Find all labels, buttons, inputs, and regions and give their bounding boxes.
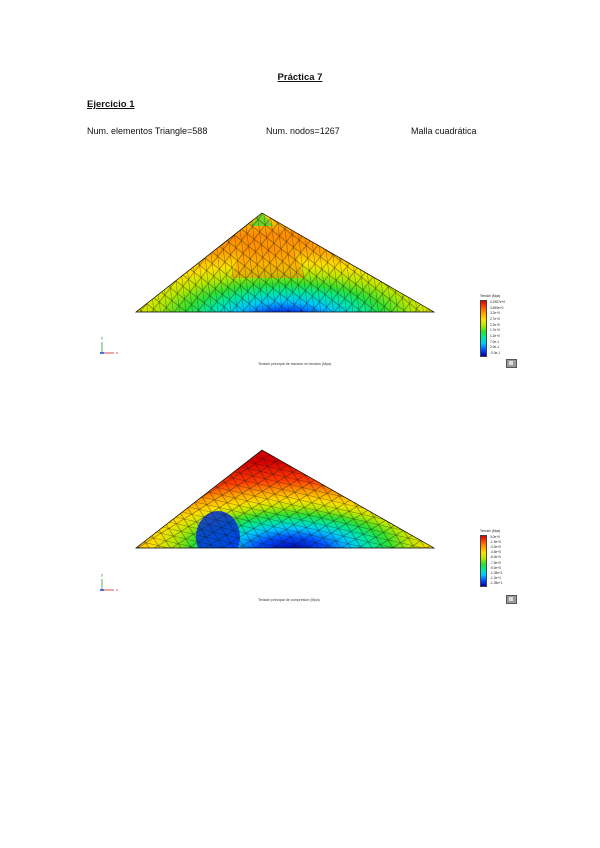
legend-tick: -3.0e+0: [490, 545, 501, 550]
plot-tool-icon-2[interactable]: [506, 595, 517, 604]
legend-tick: 2.0e-1: [490, 345, 500, 350]
legend-title-1: Tensión (Mpa): [480, 294, 501, 298]
contour-fill-2: [130, 445, 440, 563]
color-legend-2: [480, 529, 503, 587]
legend-tick: 0.0e+0: [490, 535, 500, 539]
mesh-type: Malla cuadrática: [411, 126, 477, 136]
legend-tick: -1.2e+1: [490, 575, 501, 580]
legend-tick: 7.0e-1: [490, 339, 500, 344]
section-heading: Ejercicio 1: [87, 99, 135, 110]
legend-tick: -1.35e+1: [490, 580, 503, 585]
axis-x-label: x: [116, 350, 118, 355]
legend-tick: -7.5e+0: [490, 560, 501, 565]
elements-count: Num. elementos Triangle=588: [87, 126, 208, 136]
legend-tick: -1.5e+0: [490, 540, 501, 545]
contour-fill-1: [130, 208, 440, 318]
legend-tick: 2.2e+0: [490, 322, 500, 327]
axis-x-label: x: [116, 587, 118, 592]
legend-tick: 1.7e+0: [490, 328, 500, 333]
stress-contour-plot-1: [90, 208, 530, 378]
legend-tick: 4.1987e+0: [490, 300, 506, 304]
axis-y-label: y: [101, 335, 103, 340]
legend-colorbar-1: [480, 300, 487, 357]
legend-colorbar-2: [480, 535, 487, 587]
axis-triad-2: [100, 572, 118, 592]
legend-tick: -9.0e+0: [490, 565, 501, 570]
nodes-count: Num. nodos=1267: [266, 126, 340, 136]
legend-tick: -3.0e-1: [490, 350, 501, 355]
legend-tick: -1.05e+1: [490, 570, 503, 575]
stress-contour-plot-2: [90, 445, 530, 615]
legend-tick: -4.5e+0: [490, 550, 501, 555]
figure-1: [90, 208, 530, 378]
color-legend-1: [480, 294, 505, 357]
figure-2: [90, 445, 530, 615]
page-title: Práctica 7: [277, 72, 323, 83]
figure-caption-2: Tensión principal de compresión (Mpa): [258, 598, 320, 602]
figure-caption-1: Tensión principal de tracción en tensión (Mpa): [258, 362, 332, 366]
legend-title-2: Tensión (Mpa): [480, 529, 501, 533]
legend-tick: 3.2e+0: [490, 311, 500, 316]
plot-tool-icon-1[interactable]: [506, 359, 517, 368]
legend-tick: 1.2e+0: [490, 333, 500, 338]
axis-triad-1: [100, 335, 118, 355]
axis-y-label: y: [101, 572, 103, 577]
legend-tick: -6.0e+0: [490, 555, 501, 560]
legend-tick: 2.7e+0: [490, 316, 500, 321]
legend-tick: 3.699e+0: [490, 305, 504, 310]
